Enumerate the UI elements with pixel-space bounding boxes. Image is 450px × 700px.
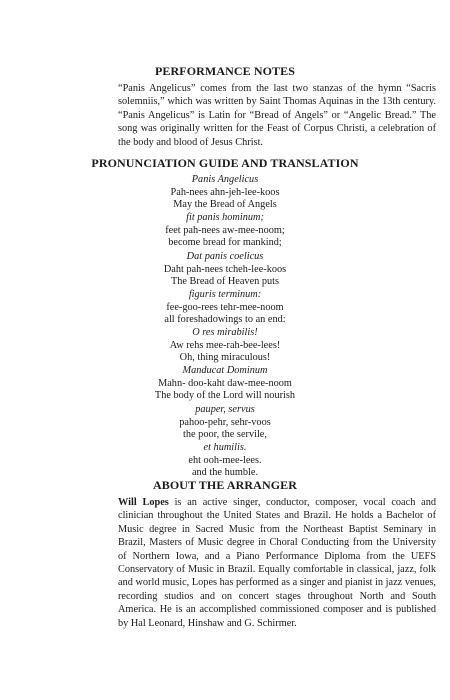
arranger-bio-text: is an active singer, conductor, composer, vocal coach and clinician throughout the United States and Brazil. He holds a Bachelor of Music degree in Sacred Music from the Northeast Baptist Seminary in Brazil, Masters of Music degree in Choral Conducting from the University of Northern Iowa, and a Piano Performance Diploma from the UEFS Conservatory of Music in Brazil. Equally comfortable in classical, jazz, folk and world music, Lopes has performed as a singer and pianist in jazz venues, recording studios and on concert stages throughout North and South America. He is an accomplished commissioned composer and is published by Hal Leonard, Hinshaw and G. Schirmer. xyxy=(118,497,436,629)
pronunciation-line: Aw rehs mee-rah-bee-lees! xyxy=(169,339,281,351)
stanza xyxy=(0,404,450,442)
pronunciation-line: pahoo-pehr, sehr-voos xyxy=(179,416,271,428)
pronunciation-line: Daht pah-nees tcheh-lee-koos xyxy=(163,263,287,275)
pronunciation-line: feet pah-nees aw-mee-noom; xyxy=(165,224,285,236)
translation-line: The Bread of Heaven puts xyxy=(170,276,280,288)
stanza xyxy=(0,174,450,212)
arranger-name: Will Lopes xyxy=(118,497,169,508)
translation-line: the poor, the servile, xyxy=(183,429,267,441)
latin-line: pauper, servus xyxy=(195,404,255,415)
latin-line: Manducat Dominum xyxy=(182,365,268,376)
translation-line: The body of the Lord will nourish xyxy=(154,390,296,402)
pronunciation-line: eht ooh-mee-lees. xyxy=(188,454,262,466)
about-arranger-heading: ABOUT THE ARRANGER xyxy=(152,478,298,492)
stanza xyxy=(0,251,450,289)
latin-line: fit panis hominum; xyxy=(186,212,264,223)
arranger-bio-paragraph xyxy=(118,496,436,630)
latin-line: Panis Angelicus xyxy=(191,174,259,185)
pronunciation-line: Pah-nees ahn-jeh-lee-koos xyxy=(170,186,280,198)
stanza xyxy=(0,365,450,403)
performance-notes-heading: PERFORMANCE NOTES xyxy=(154,64,296,78)
pronunciation-guide-heading: PRONUNCIATION GUIDE AND TRANSLATION xyxy=(91,156,359,170)
stanza xyxy=(0,327,450,365)
pronunciation-line: Mahn- doo-kaht daw-mee-noom xyxy=(158,377,292,389)
translation-line: May the Bread of Angels xyxy=(173,199,277,211)
translation-line: and the humble. xyxy=(191,467,259,479)
latin-line: O res mirabilis! xyxy=(192,327,258,338)
latin-line: Dat panis coelicus xyxy=(186,251,264,262)
stanza xyxy=(0,442,450,480)
stanza xyxy=(0,289,450,327)
translation-line: all foreshadowings to an end: xyxy=(164,314,286,326)
translation-line: Oh, thing miraculous! xyxy=(179,352,271,364)
stanza xyxy=(0,212,450,250)
pronunciation-line: fee-goo-rees tehr-mee-noom xyxy=(166,301,284,313)
latin-line: et humilis. xyxy=(203,442,247,453)
latin-line: figuris terminum: xyxy=(188,289,262,300)
translation-line: become bread for mankind; xyxy=(168,237,282,249)
performance-notes-paragraph: “Panis Angelicus” comes from the last two stanzas of the hymn “Sacris solemniis,” which was written by Saint Thomas Aquinas in the 13th century. “Panis Angelicus” is Latin for “Bread of Angels” or “Angelic Bread.” The song was originally written for the Feast of Corpus Christi, a celebration of the body and blood of Jesus Christ. xyxy=(118,83,436,148)
